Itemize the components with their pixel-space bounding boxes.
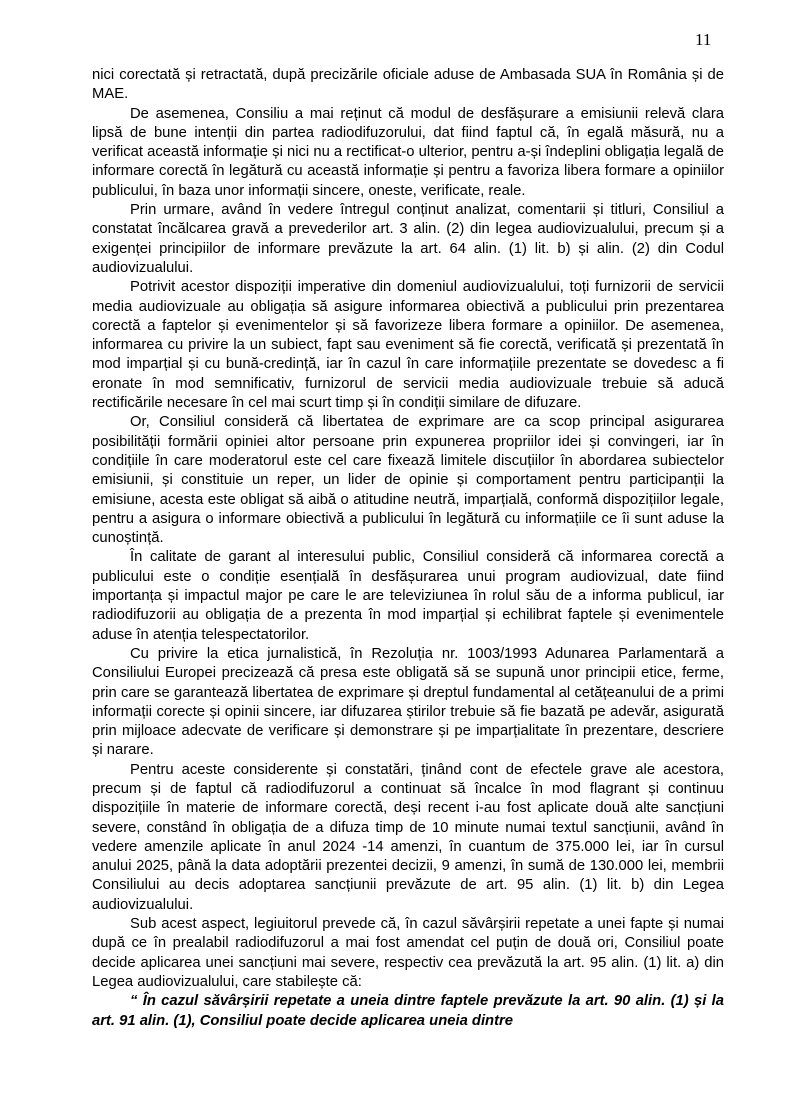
paragraph: Cu privire la etica jurnalistică, în Rezoluția nr. 1003/1993 Adunarea Parlamentară a Consiliului Europei precizează că presa este obligată să se supună unor principii etice, ferme, prin care se garantează libertatea de exprimare și dreptul fundamental al cetățeanului de a primi informații corecte și opinii sincere, iar difuzarea știrilor trebuie să fie bazată pe adevăr, asigurată prin mijloace adecvate de verificare și demonstrare și pe imparțialitate în prezentare, descriere și narare.: [92, 645, 724, 759]
paragraph: Sub acest aspect, legiuitorul prevede că, în cazul săvârșirii repetate a unei fapte și numai după ce în prealabil radiodifuzorul a mai fost amendat cel puțin de două ori, Consiliul poate decide aplicarea unei sancțiuni mai severe, respectiv cea prevăzută la art. 95 alin. (1) lit. a) din Legea audiovizualului, care stabilește că:: [92, 916, 724, 990]
page-number: 11: [695, 30, 712, 49]
paragraph: Prin urmare, având în vedere întregul conținut analizat, comentarii și titluri, Consiliul a constatat încălcarea gravă a prevederilor art. 3 alin. (2) din legea audiovizualului, precum și a exigenței principiilor de informare prevăzute la art. 64 alin. (1) lit. b) și alin. (2) din Codul audiovizualului.: [92, 202, 724, 276]
paragraph: Pentru aceste considerente și constatări, ținând cont de efectele grave ale acestora, precum și de faptul că radiodifuzorul a continuat să încalce în mod flagrant și continuu dispozițiile în materie de informare corectă, deși recent i-au fost aplicate două alte sancțiuni severe, constând în obligația de a difuza timp de 10 minute numai textul sancțiunii, având în vedere amenzile aplicate în anul 2024 -14 amenzi, în cuantum de 375.000 lei, iar în cursul anului 2025, până la data adoptării prezentei decizii, 9 amenzi, în sumă de 130.000 lei, membrii Consiliului au decis adoptarea sancțiunii prevăzute de art. 95 alin. (1) lit. b) din Legea audiovizualului.: [92, 761, 724, 913]
paragraph: De asemenea, Consiliu a mai reținut că modul de desfășurare a emisiunii relevă clara lipsă de bune intenții din partea radiodifuzorului, dat fiind faptul că, în egală măsură, nu a verificat această informație și nici nu a rectificat-o ulterior, pentru a-și îndeplini obligația legală de informare corectă în legătură cu această informație și pentru a favoriza libera formare a opiniilor publicului, în baza unor informații sincere, oneste, verificate, reale.: [92, 105, 724, 199]
paragraph: În calitate de garant al interesului public, Consiliul consideră că informarea corectă a publicului este o condiție esențială în desfășurarea unui program audiovizual, date fiind importanța și impactul major pe care le are televiziunea în rolul său de a informa publicul, iar radiodifuzorii au obligația de a prezenta în mod imparțial și echilibrat faptele și evenimentele aduse în atenția telespectatorilor.: [92, 549, 724, 643]
paragraph: Or, Consiliul consideră că libertatea de exprimare are ca scop principal asigurarea posibilității formării opiniei altor persoane prin expunerea propriilor idei și convingeri, iar în condițiile în care moderatorul este cel care fixează limitele discuțiilor în abordarea subiectelor emisiunii, și constituie un reper, un lider de opinie și comportament pentru participanții la emisiune, acesta este obligat să aibă o atitudine neutră, imparțială, conformă dispozițiilor legale, pentru a asigura o informare obiectivă a publicului în legătură cu informațiile ce îi sunt aduse la cunoștință.: [92, 414, 724, 547]
paragraph: Potrivit acestor dispoziții imperative din domeniul audiovizualului, toți furnizorii de servicii media audiovizuale au obligația să asigure informarea obiectivă a publicului prin prezentarea corectă a faptelor și evenimentelor și să favorizeze libera formare a opiniilor. De asemenea, informarea cu privire la un subiect, fapt sau eveniment să fie corectă, verificată și prezentată în mod imparțial și cu bună-credință, iar în cazul în care informațiile prezentate se dovedesc a fi eronate în mod semnificativ, furnizorul de servicii media audiovizuale trebuie să aducă rectificările necesare în cel mai scurt timp și în condiții similare de difuzare.: [92, 279, 724, 412]
paragraph: nici corectată și retractată, după precizările oficiale aduse de Ambasada SUA în România și de MAE.: [92, 67, 724, 103]
legal-quote: “ În cazul săvârșirii repetate a uneia dintre faptele prevăzute la art. 90 alin. (1) și la art. 91 alin. (1), Consiliul poate decide aplicarea uneia dintre: [92, 993, 724, 1029]
document-body: [92, 66, 724, 1031]
